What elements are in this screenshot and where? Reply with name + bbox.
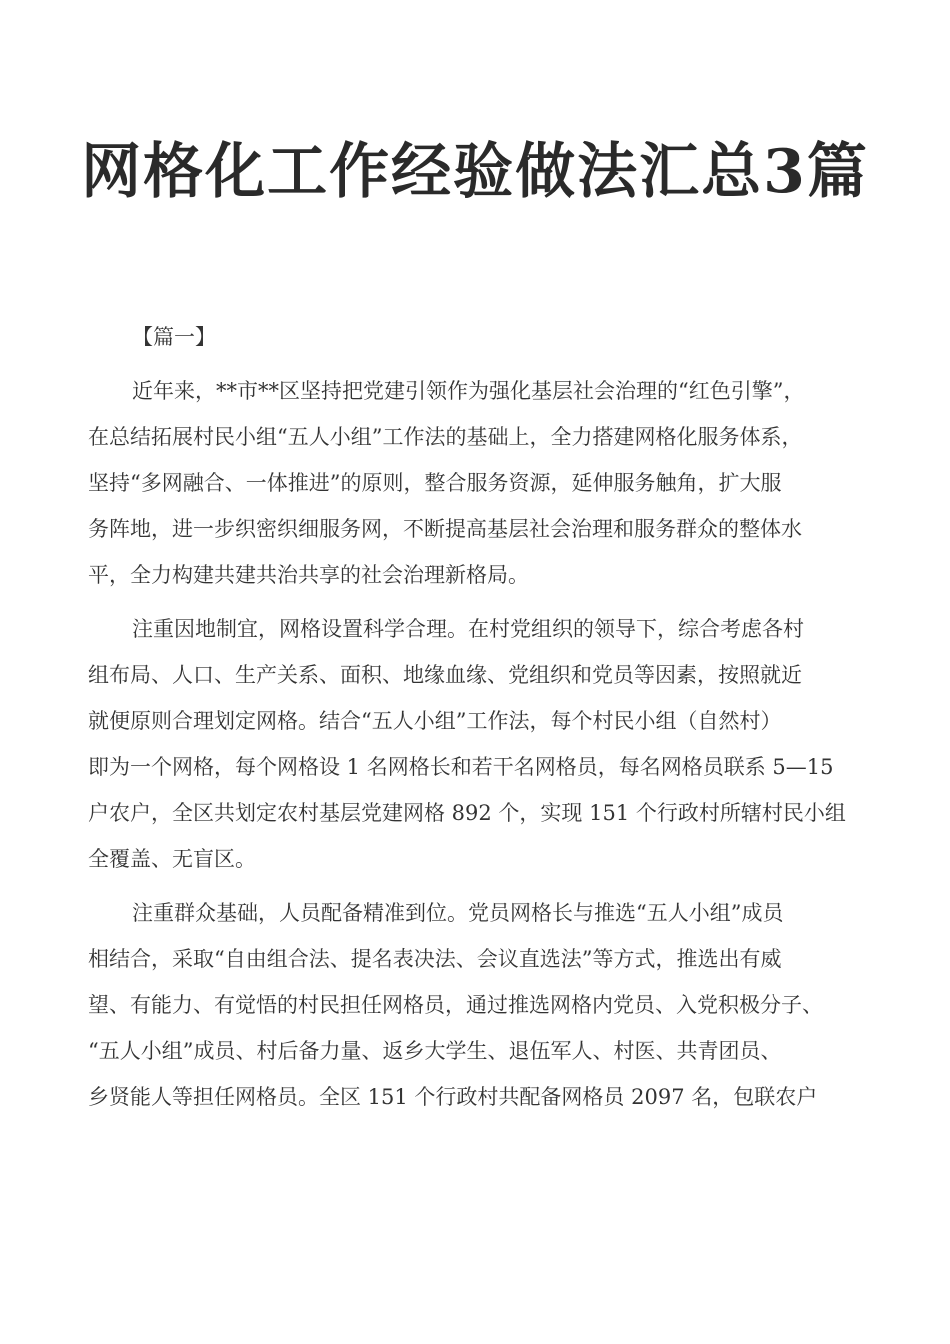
paragraph-line: 就便原则合理划定网格。结合“五人小组”工作法，每个村民小组（自然村） bbox=[88, 709, 782, 733]
section-heading: 【篇一】 bbox=[132, 325, 216, 349]
paragraph-2 bbox=[88, 606, 863, 882]
paragraph-line: 注重因地制宜，网格设置科学合理。在村党组织的领导下，综合考虑各村 bbox=[132, 617, 804, 641]
paragraph-line: 近年来，**市**区坚持把党建引领作为强化基层社会治理的“红色引擎”， bbox=[132, 379, 805, 403]
paragraph-line: 在总结拓展村民小组“五人小组”工作法的基础上，全力搭建网格化服务体系， bbox=[88, 425, 803, 449]
paragraph-3 bbox=[88, 890, 863, 1120]
paragraph-line: “五人小组”成员、村后备力量、返乡大学生、退伍军人、村医、共青团员、 bbox=[88, 1039, 782, 1063]
paragraph-1 bbox=[88, 368, 863, 598]
paragraph-line: 即为一个网格，每个网格设 1 名网格长和若干名网格员，每名网格员联系 5—15 bbox=[88, 755, 834, 779]
document-body bbox=[88, 314, 863, 1120]
paragraph-line: 组布局、人口、生产关系、面积、地缘血缘、党组织和党员等因素，按照就近 bbox=[88, 663, 802, 687]
paragraph-line: 务阵地，进一步织密织细服务网，不断提高基层社会治理和服务群众的整体水 bbox=[88, 517, 802, 541]
document-title: 网格化工作经验做法汇总3篇 bbox=[81, 137, 869, 207]
paragraph-line: 望、有能力、有觉悟的村民担任网格员，通过推选网格内党员、入党积极分子、 bbox=[88, 993, 823, 1017]
paragraph-line: 相结合，采取“自由组合法、提名表决法、会议直选法”等方式，推选出有威 bbox=[88, 947, 782, 971]
paragraph-line: 平，全力构建共建共治共享的社会治理新格局。 bbox=[88, 563, 529, 587]
paragraph-line: 坚持“多网融合、一体推进”的原则，整合服务资源，延伸服务触角，扩大服 bbox=[88, 471, 782, 495]
paragraph-line: 户农户，全区共划定农村基层党建网格 892 个，实现 151 个行政村所辖村民小组 bbox=[88, 801, 846, 825]
paragraph-line: 乡贤能人等担任网格员。全区 151 个行政村共配备网格员 2097 名，包联农户 bbox=[88, 1085, 818, 1109]
paragraph-line: 全覆盖、无盲区。 bbox=[88, 847, 256, 871]
paragraph-line: 注重群众基础，人员配备精准到位。党员网格长与推选“五人小组”成员 bbox=[132, 901, 784, 925]
